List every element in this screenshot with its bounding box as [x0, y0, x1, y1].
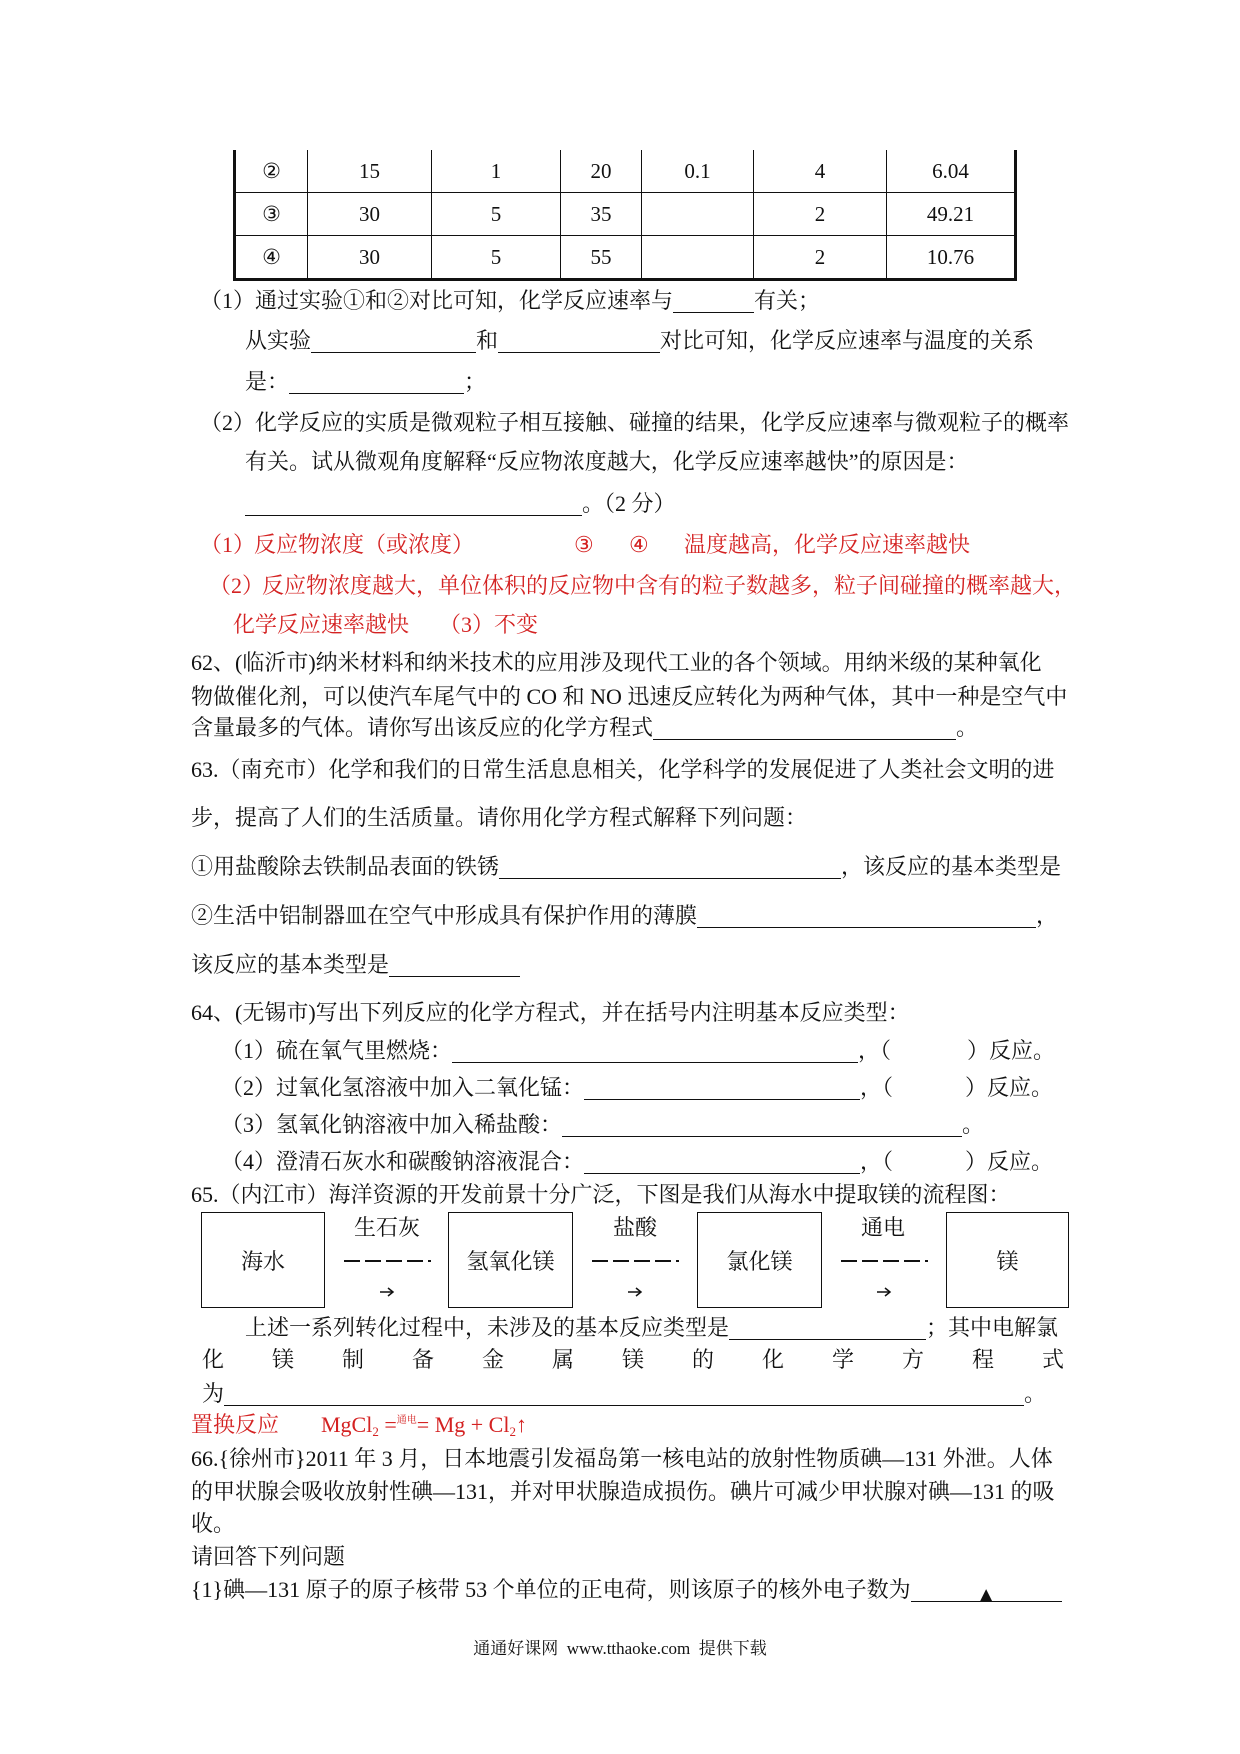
q62-line-1: 62、(临沂市)纳米材料和纳米技术的应用涉及现代工业的各个领域。用纳米级的某种氧化	[191, 650, 1042, 675]
answer-text: 反应物浓度越大，单位体积的反应物中含有的粒子数越多，粒子间碰撞的概率越大，	[262, 573, 1077, 598]
arrow-label-quicklime: 生石灰	[353, 1215, 420, 1240]
arrow-right-icon	[379, 1286, 395, 1298]
answer-blank	[653, 718, 956, 740]
q63-text: ，该反应的基本类型是	[841, 854, 1062, 879]
q64-item-text: （3）氢氧化钠溶液中加入稀盐酸：	[221, 1112, 563, 1137]
results-table	[233, 150, 1017, 281]
q61-line-5: 有关。试从微观角度解释“反应物浓度越大，化学反应速率越快”的原因是：	[245, 449, 969, 474]
q64-bracket-open: ，（	[860, 1149, 894, 1174]
q63-line-5	[191, 950, 520, 980]
q64-item-text: （1）硫在氧气里燃烧：	[221, 1038, 453, 1063]
q61-text: 是：	[245, 369, 290, 394]
q63-text: ①用盐酸除去铁制品表面的铁锈	[191, 854, 500, 879]
q63-text: ，	[1036, 903, 1059, 928]
q61-text: （1）通过实验①和②对比可知，化学反应速率与	[200, 288, 674, 313]
q66-line-4: 请回答下列问题	[191, 1544, 346, 1569]
q61-text: 从实验	[245, 328, 312, 353]
answer-text: 置换反应	[191, 1412, 280, 1437]
q64-item-4	[221, 1147, 1053, 1177]
q61-text: 对比可知，化学反应速率与温度的关系	[660, 328, 1035, 353]
gas-arrow-icon: ↑	[515, 1412, 527, 1437]
table-cell	[642, 193, 754, 236]
table-cell: 35	[561, 193, 642, 236]
flow-box-seawater: 海水	[201, 1212, 325, 1308]
q61-line-1	[200, 286, 820, 316]
q66-line-2: 的甲状腺会吸收放射性碘—131，并对甲状腺造成损伤。碘片可减少甲状腺对碘—131 的吸	[191, 1479, 1055, 1504]
table-cell: 10.76	[887, 236, 1016, 280]
answer-blank	[245, 494, 582, 516]
answer-blank	[697, 906, 1036, 928]
table-cell: 6.04	[887, 150, 1016, 193]
answer-blank	[224, 1384, 1024, 1406]
q61-line-3	[245, 367, 486, 397]
table-cell: 30	[308, 193, 432, 236]
answer-blank	[289, 372, 464, 394]
q64-item-text: （2）过氧化氢溶液中加入二氧化锰：	[221, 1075, 585, 1100]
answer-blank	[499, 857, 841, 879]
arrow-label-hydrochloric-acid: 盐酸	[612, 1215, 657, 1240]
q61-text: 。（2 分）	[582, 491, 676, 516]
q65-answer-line	[0, 1410, 1240, 1440]
answer-text: 温度越高，化学反应速率越快	[684, 532, 971, 557]
answer-number: （1）	[200, 532, 256, 557]
answer-text: 反应物浓度（或浓度）	[254, 532, 475, 557]
q65-line-3	[202, 1379, 1046, 1409]
table-cell: 5	[432, 236, 561, 280]
table-cell: 2	[754, 236, 887, 280]
page-footer: 通通好课网 www.tthaoke.com 提供下载	[473, 1639, 767, 1658]
table-cell: 0.1	[642, 150, 754, 193]
type-blank	[891, 1048, 967, 1058]
answer-blank	[389, 955, 520, 977]
q65-text: ；其中电解氯	[926, 1315, 1059, 1340]
answer-text: ④	[629, 532, 649, 557]
q64-item-text: （4）澄清石灰水和碳酸钠溶液混合：	[221, 1149, 585, 1174]
table-cell	[642, 236, 754, 280]
q66-line-1: 66.{徐州市}2011 年 3 月，日本地震引发福岛第一核电站的放射性物质碘—131 外泄。人体	[191, 1446, 1053, 1471]
q64-item-2	[221, 1073, 1053, 1103]
q61-answer-line-2	[0, 571, 1240, 601]
q61-line-2	[245, 326, 1034, 356]
answer-blank	[729, 1318, 926, 1340]
flow-box-magnesium-chloride: 氯化镁	[697, 1212, 822, 1308]
q61-text: ；	[464, 369, 487, 394]
equation-subscript: 2	[509, 1424, 516, 1439]
q66-line-3: 收。	[191, 1511, 236, 1536]
q65-text: 上述一系列转化过程中，未涉及的基本反应类型是	[245, 1315, 730, 1340]
q64-bracket-open: ，（	[858, 1038, 892, 1063]
q61-text: 有关；	[754, 288, 821, 313]
table-cell: 2	[754, 193, 887, 236]
q62-text: 含量最多的气体。请你写出该反应的化学方程式	[191, 715, 654, 740]
equation-equals: =	[416, 1412, 430, 1437]
q65-stem: 65.（内江市）海洋资源的开发前景十分广泛，下图是我们从海水中提取镁的流程图：	[191, 1182, 1011, 1207]
answer-blank	[562, 1115, 962, 1137]
answer-blank	[452, 1041, 858, 1063]
type-blank	[893, 1159, 965, 1169]
arrow-right-icon	[627, 1286, 643, 1298]
q62-line-2: 物做催化剂，可以使汽车尾气中的 CO 和 NO 迅速反应转化为两种气体，其中一种是空气中	[191, 684, 1068, 709]
q61-answer-line-1	[0, 530, 1240, 560]
q63-line-4	[191, 901, 1058, 931]
table-cell: ④	[235, 236, 308, 280]
table-cell: 4	[754, 150, 887, 193]
q65-text: 为	[202, 1381, 225, 1406]
q63-line-2: 步，提高了人们的生活质量。请你用化学方程式解释下列问题：	[191, 805, 808, 830]
table-row	[235, 193, 1016, 236]
table-cell: 20	[561, 150, 642, 193]
answer-blank	[584, 1152, 860, 1174]
equation-reactant: MgCl	[321, 1412, 373, 1437]
q64-item-end: 。	[962, 1112, 985, 1137]
answer-number: （2）	[209, 573, 265, 598]
q63-text: ②生活中铝制器皿在空气中形成具有保护作用的薄膜	[191, 903, 698, 928]
table-cell: 15	[308, 150, 432, 193]
table-row	[235, 150, 1016, 193]
table-row	[235, 236, 1016, 280]
arrow-label-electrolysis: 通电	[860, 1215, 905, 1240]
q66-text: {1}碘—131 原子的原子核带 53 个单位的正电荷，则该原子的核外电子数为	[191, 1577, 911, 1602]
triangle-mark: ▲	[975, 1582, 998, 1607]
q64-item-1	[221, 1036, 1055, 1066]
q66-line-5	[191, 1575, 1062, 1605]
reaction-condition: 通电	[396, 1415, 417, 1426]
answer-text: （3）不变	[439, 612, 539, 637]
answer-blank	[311, 331, 476, 353]
q65-text: 。	[1024, 1381, 1047, 1406]
table-cell: 49.21	[887, 193, 1016, 236]
q63-line-1: 63.（南充市）化学和我们的日常生活息息相关，化学科学的发展促进了人类社会文明的进	[191, 757, 1055, 782]
arrow-line	[344, 1260, 431, 1262]
equation-products: Mg + Cl	[434, 1412, 510, 1437]
table-cell: ③	[235, 193, 308, 236]
table-cell: 55	[561, 236, 642, 280]
q61-answer-line-3	[0, 610, 1240, 640]
q61-line-6	[245, 489, 676, 519]
answer-text: ③	[574, 532, 594, 557]
q63-text: 该反应的基本类型是	[191, 952, 390, 977]
q62-text: 。	[956, 715, 979, 740]
q64-stem: 64、(无锡市)写出下列反应的化学方程式，并在括号内注明基本反应类型：	[191, 1000, 910, 1025]
table-cell: 1	[432, 150, 561, 193]
q61-text: 和	[476, 328, 499, 353]
answer-blank	[911, 1580, 1062, 1607]
q64-bracket-open: ，（	[860, 1075, 894, 1100]
table-cell: ②	[235, 150, 308, 193]
equation-equals: =	[384, 1412, 397, 1437]
flow-box-magnesium: 镁	[946, 1212, 1069, 1308]
answer-blank	[584, 1078, 860, 1100]
q64-item-3	[221, 1110, 984, 1140]
q65-line-2: 化镁制备金属镁的化学方程式	[202, 1347, 1113, 1372]
answer-blank	[673, 291, 754, 313]
arrow-line	[592, 1260, 679, 1262]
answer-text: 化学反应速率越快	[233, 612, 410, 637]
q63-line-3	[191, 852, 1061, 882]
arrow-line	[841, 1260, 928, 1262]
q62-line-3	[191, 713, 978, 743]
answer-blank	[498, 331, 660, 353]
arrow-right-icon	[876, 1286, 892, 1298]
q64-bracket-close: ）反应。	[965, 1075, 1054, 1100]
table-cell: 5	[432, 193, 561, 236]
flow-box-magnesium-hydroxide: 氢氧化镁	[448, 1212, 573, 1308]
q64-bracket-close: ）反应。	[967, 1038, 1056, 1063]
table-cell: 30	[308, 236, 432, 280]
type-blank	[893, 1085, 965, 1095]
q64-bracket-close: ）反应。	[965, 1149, 1054, 1174]
q65-line-1	[245, 1313, 1058, 1343]
chemical-equation	[321, 1410, 527, 1445]
equation-subscript: 2	[372, 1424, 379, 1439]
q61-line-4: （2）化学反应的实质是微观粒子相互接触、碰撞的结果，化学反应速率与微观粒子的概率	[200, 410, 1070, 435]
